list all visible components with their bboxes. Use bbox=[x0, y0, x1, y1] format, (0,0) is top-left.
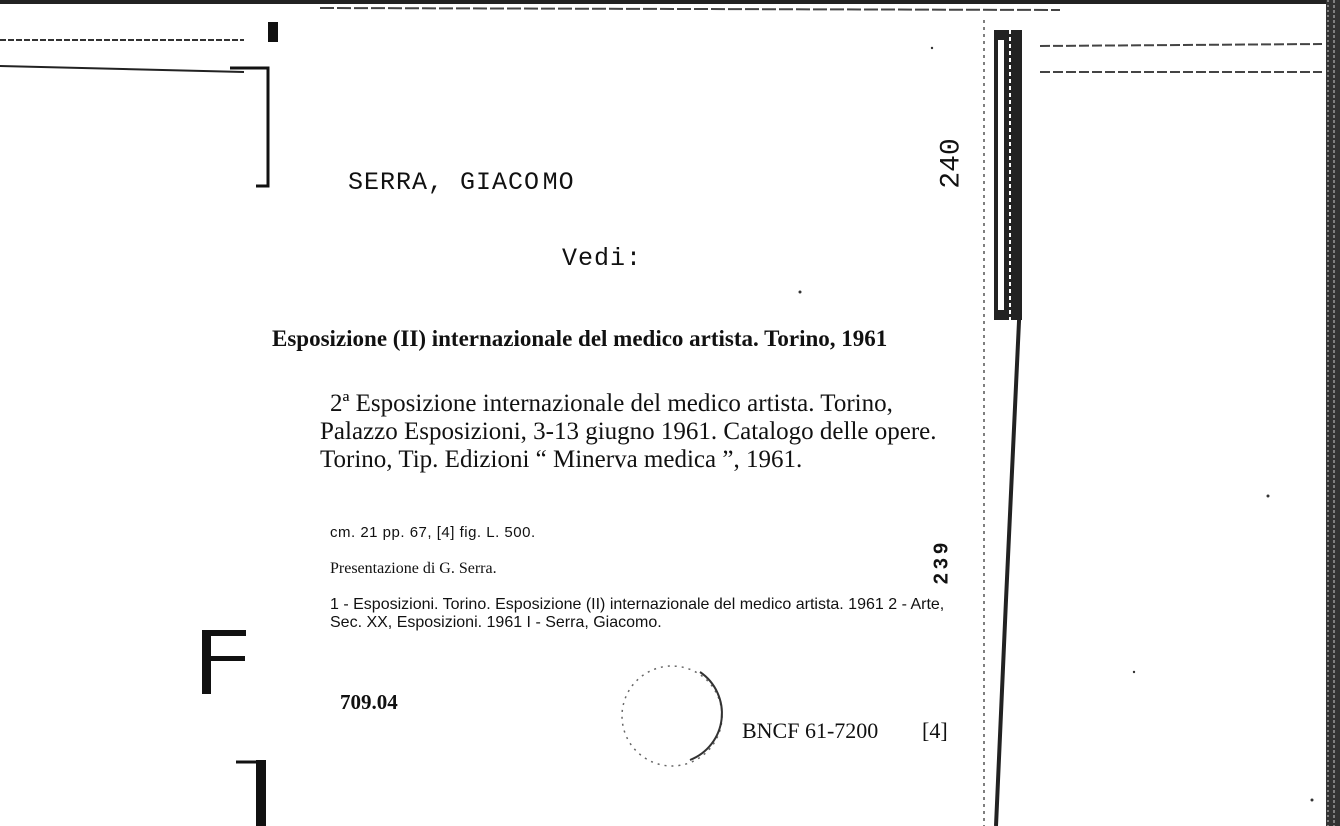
side-number: 239 bbox=[930, 538, 953, 585]
copy-count: [4] bbox=[922, 718, 948, 743]
see-label: Vedi: bbox=[562, 244, 643, 273]
card-number: 240 bbox=[936, 138, 968, 189]
entry-title: Esposizione (II) internazionale del medico artista. Torino, 1961 bbox=[272, 326, 888, 351]
entry-collation: cm. 21 pp. 67, [4] fig. L. 500. bbox=[330, 524, 536, 541]
entry-note: Presentazione di G. Serra. bbox=[330, 560, 497, 577]
entry-description: 2ª Esposizione internazionale del medico artista. Torino, Palazzo Esposizioni, 3-13 giugno 1961. Catalogo delle opere. Torino, Tip. Edizioni “ Minerva medica ”, 1961. bbox=[320, 390, 937, 473]
class-number: 709.04 bbox=[340, 690, 398, 714]
author-heading: SERRA, GIACO MO bbox=[348, 168, 575, 197]
entry-subjects: 1 - Esposizioni. Torino. Esposizione (II) internazionale del medico artista. 1961 2 - Arte, Sec. XX, Esposizioni. 1961 I - Serra, Giacomo. bbox=[330, 596, 945, 631]
catalog-card bbox=[262, 60, 992, 826]
library-code: BNCF 61-7200 bbox=[742, 718, 879, 743]
